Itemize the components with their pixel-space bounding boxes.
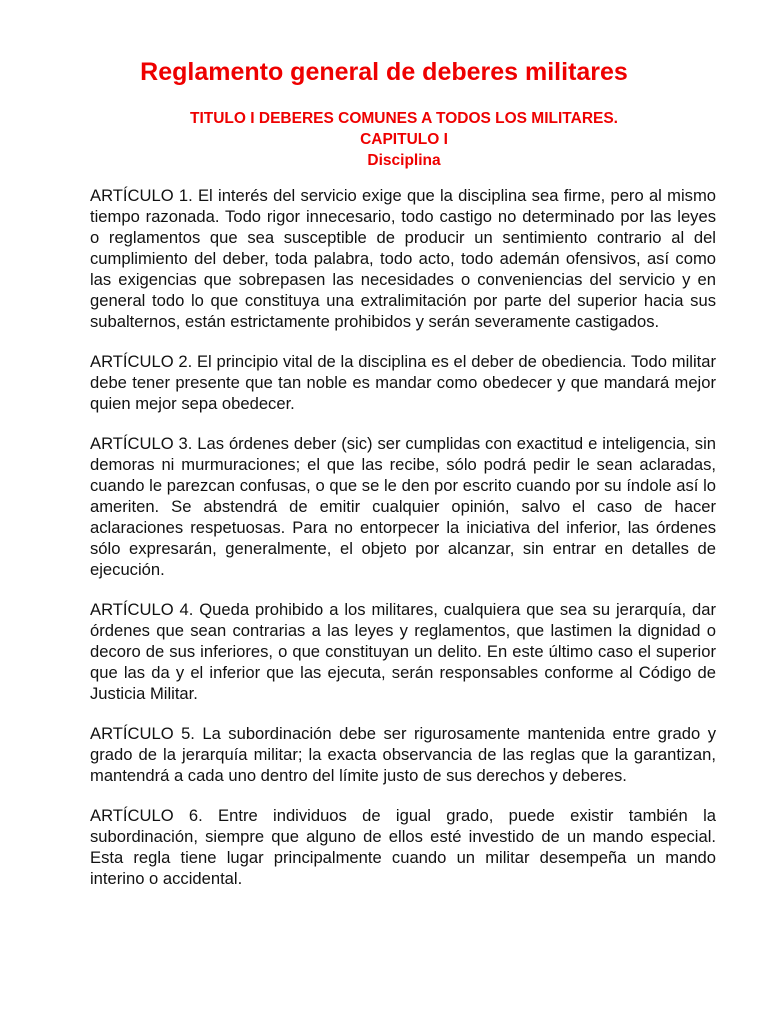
document-title: Reglamento general de deberes militares — [140, 58, 628, 86]
article-4: ARTÍCULO 4. Queda prohibido a los militares, cualquiera que sea su jerarquía, dar órdenes que sean contrarias a las leyes y reglamentos, que lastimen la dignidad o decoro de sus inferiores, o que constituyan un delito. En este último caso el superior que las da y el inferior que las ejecuta, serán responsables conforme al Código de Justicia Militar. — [90, 600, 716, 703]
article-6: ARTÍCULO 6. Entre individuos de igual grado, puede existir también la subordinación, siempre que alguno de ellos esté investido de un mando especial. Esta regla tiene lugar principalmente cuando un militar desempeña un mando interino o accidental. — [90, 806, 716, 888]
article-2: ARTÍCULO 2. El principio vital de la disciplina es el deber de obediencia. Todo militar debe tener presente que tan noble es mandar como obedecer y que mandará mejor quien mejor sepa obedecer. — [90, 352, 716, 413]
chapter-heading: CAPITULO I — [360, 131, 448, 148]
section-headings — [0, 108, 768, 171]
article-1: ARTÍCULO 1. El interés del servicio exige que la disciplina sea firme, pero al mismo tiempo razonada. Todo rigor innecesario, todo castigo no determinado por las leyes o reglamentos que sea susceptible de producir un sentimiento contrario al del cumplimiento del deber, toda palabra, todo acto, todo ademán ofensivos, así como las exigencias que sobrepasen las necesidades o conveniencias del servicio y en general todo lo que constituya una extralimitación por parte del superior hacia sus subalternos, están estrictamente prohibidos y serán severamente castigados. — [90, 186, 716, 331]
title-heading: TITULO I DEBERES COMUNES A TODOS LOS MILITARES. — [190, 110, 618, 127]
document-body — [90, 185, 716, 908]
article-3: ARTÍCULO 3. Las órdenes deber (sic) ser cumplidas con exactitud e inteligencia, sin demoras ni murmuraciones; el que las recibe, sólo podrá pedir le sean aclaradas, cuando le parezcan confusas, o que se le den por escrito cuando por su índole así lo ameriten. Se abstendrá de emitir cualquier opinión, salvo el caso de hacer aclaraciones respetuosas. Para no entorpecer la iniciativa del inferior, las órdenes sólo expresarán, generalmente, el objeto por alcanzar, sin entrar en detalles de ejecución. — [90, 434, 716, 579]
article-5: ARTÍCULO 5. La subordinación debe ser rigurosamente mantenida entre grado y grado de la jerarquía militar; la exacta observancia de las reglas que la garantizan, mantendrá a cada uno dentro del límite justo de sus derechos y deberes. — [90, 724, 716, 785]
subject-heading: Disciplina — [367, 152, 441, 169]
